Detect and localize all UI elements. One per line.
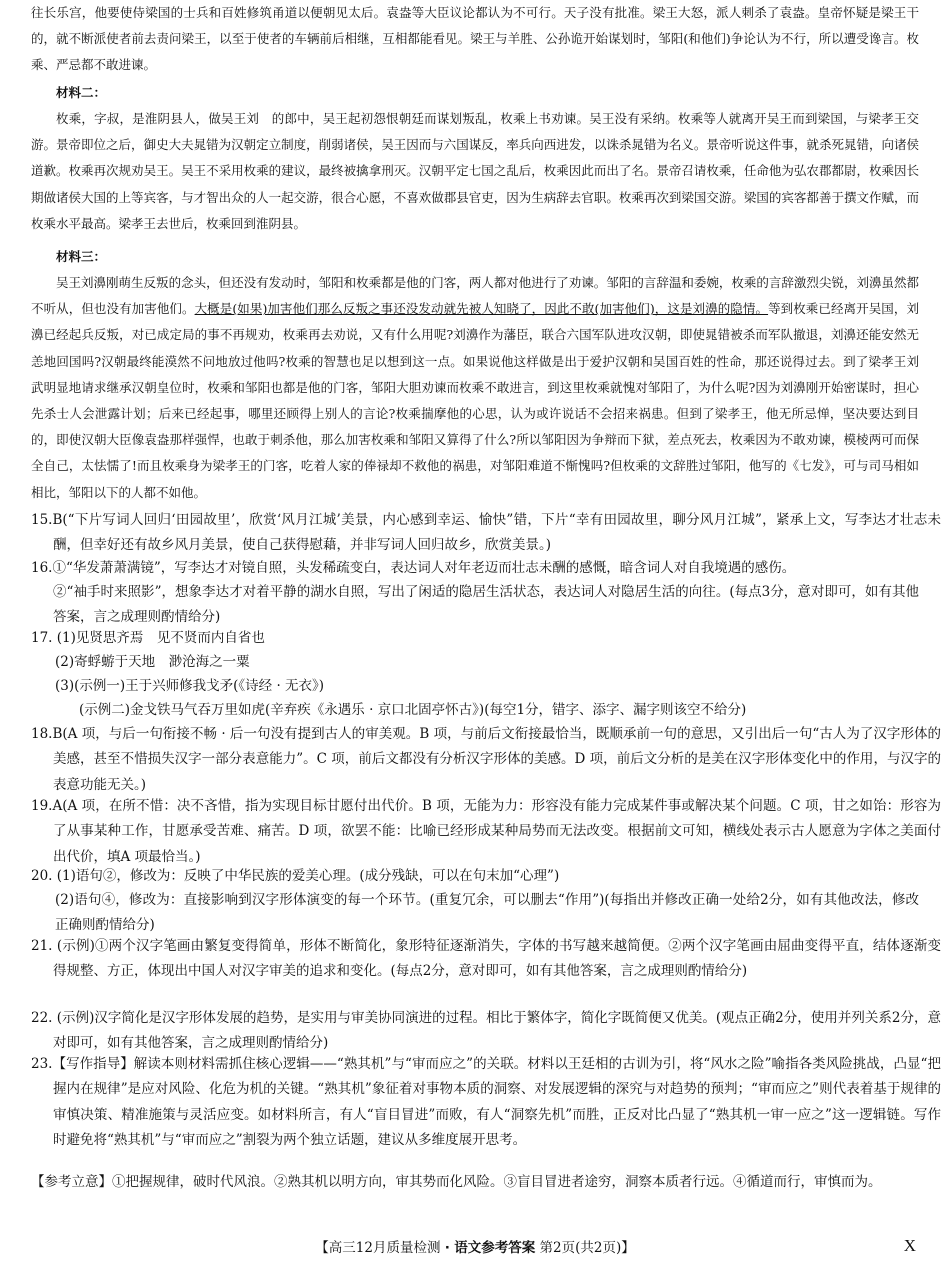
material-3-body — [31, 270, 919, 506]
answer-16-point-2: ②“袖手时来照影”，想象李达才对着平静的湖水自照，写出了闲适的隐居生活状态，表达词人对隐居生活的向往。(每点3分，意对即可，如有其他答案，言之成理则酌情给分) — [53, 584, 919, 626]
top-line-3: 始谋划时，邹阳(和他们)争论认为不行，所以遭受谗言。枚乘、严忌都不敢进谏。 — [31, 31, 919, 73]
answer-23-reference-themes: 【参考立意】①把握规律，破时代风浪。②熟其机以明方向，审其势而化风险。③盲目冒进者途穷，洞察本质者行远。④循道而行，审慎而为。 — [31, 1174, 882, 1190]
answer-22: 22. (示例)汉字简化是汉字形体发展的趋势，是实用与审美协同演进的过程。相比于繁体字，简化字既简便又优美。(观点正确2分，使用并列关系2分，意对即可，如有其他答案，言之成理则酌情给分) — [31, 1010, 941, 1052]
material-2-body: 枚乘，字叔，是淮阴县人，做吴王刘 的郎中，吴王起初怨恨朝廷而谋划叛乱，枚乘上书劝谏。吴王没有采纳。枚乘等人就离开吴王而到梁国，与梁孝王交游。景帝即位之后，御史大夫晁错为汉朝定立制度，削弱诸侯，吴王因而与六国谋反，率兵向西进发，以诛杀晁错为名义。景帝听说这件事，就杀死晁错，向诸侯道歉。枚乘再次规劝吴王。吴王不采用枚乘的建议，最终被擒拿刑灭。汉朝平定七国之乱后，枚乘因此而出了名。景帝召请枚乘，任命他为弘农郡都尉，枚乘因长期做诸侯大国的上等宾客，与才智出众的人一起交游，很合心愿，不喜欢做郡县官吏，因为生病辞去官职。枚乘再次到梁国交游。梁国的宾客都善于撰文作赋，而枚乘水平最高。梁孝王去世后，枚乘回到淮阴县。 — [31, 111, 919, 231]
answer-23-writing-guide: 23.【写作指导】解读本则材料需抓住核心逻辑——“熟其机”与“审而应之”的关联。材料以王廷相的古训为引，将“风水之险”喻指各类风险挑战，凸显“把握内在规律”是应对风险、化危为机的关键。“熟其机”象征着对事物本质的洞察、对发展逻辑的深究与对趋势的预判；“审而应之”则代表着基于规律的审慎决策、精准施策与灵活应变。如材料所言，有人“盲目冒进”而败，有人“洞察先机”而胜，正反对比凸显了“熟其机一审一应之”这一逻辑链。写作时避免将“熟其机”与“审而应之”割裂为两个独立话题，建议从多维度展开思考。 — [31, 1056, 941, 1149]
answer-17-line-3: (3)(示例一)王于兴师修我戈矛(《诗经 · 无衣》) — [55, 678, 325, 694]
material-3-text-a: 吴王刘濞刚萌生反叛的念头，但还没有发动时，邹阳和枚乘都是他的门客，两人都对他进行了劝谏。邹阳的言辞温和委婉，枚乘的言辞激烈尖锐，刘濞虽然都不听从，但也没有加害他们。 — [31, 275, 919, 317]
answer-19: 19.A(A 项，在所不惜：决不吝惜，指为实现目标甘愿付出代价。B 项，无能为力：形容没有能力完成某件事或解决某个问题。C 项，甘之如饴：形容为了从事某种工作，甘愿承受苦难、痛苦。D 项，欲罢不能：比喻已经形成某种局势而无法改变。根据前文可知，横线处表示古人愿意为字体之美面付出代价，填A 项最恰当。) — [31, 798, 941, 865]
material-3-heading-row — [31, 244, 919, 270]
material-3-underlined-sentence: 大概是(如果)加害他们那么反叛之事还没发动就先被人知晓了，因此不敢(加害他们)，这是刘濞的隐情。 — [194, 301, 769, 317]
answer-21: 21. (示例)①两个汉字笔画由繁复变得简单，形体不断简化，象形特征逐渐消失，字体的书写越来越简便。②两个汉字笔画由屈曲变得平直，结体逐渐变得规整、方正，体现出中国人对汉字审美的追求和变化。(每点2分，意对即可，如有其他答案，言之成理则酌情给分) — [31, 938, 941, 980]
answer-15: 15.B(“下片写词人回归‘田园故里’，欣赏‘风月江城’美景，内心感到幸运、愉快”错，下片“幸有田园故里，聊分风月江城”，紧承上文，写李达才壮志未酬，但幸好还有故乡风月美景，使自己获得慰藉，并非写词人回归故乡，欣赏美景。) — [31, 512, 941, 554]
top-paragraph — [31, 0, 919, 79]
answer-16-point-1: 16.①“华发萧萧满镜”，写李达才对镜自照，头发稀疏变白，表达词人对年老迈而壮志未酬的感慨，暗含词人对自我境遇的感伤。 — [31, 560, 796, 576]
material-3-text-b: 等到枚乘已经离开吴国，刘濞已经起兵反叛，对已成定局的事不再规劝，枚乘再去劝说，又有什么用呢?刘濞作为藩臣，联合六国军队进攻汉朝，即使晁错被杀而军队撤退，刘濞还能安然无恙地回国吗?汉朝最终能漠然不问地放过他吗?枚乘的智慧也足以想到这一点。如果说他这样做是出于爱护汉朝和吴国百姓的性命，那还说得过去。到了梁孝王刘武明显地请求继承汉朝皇位时，枚乘和邹阳也都是他的门客，邹阳大胆劝谏而枚乘不敢进言，到这里枚乘就愧对邹阳了，为什么呢?因为刘濞刚开始密谋时，担心先杀士人会泄露计划；后来已经起事，哪里还顾得上别人的言论?枚乘揣摩他的心思，认为或许说话不会招来祸患。但到了梁孝王，他无所忌惮，坚决要达到目的，即使汉朝大臣像袁盎那样强悍，也敢于刺杀他，那么加害枚乘和邹阳又算得了什么?所以邹阳因为争辩而下狱，差点死去，枚乘因为不敢劝谏，模棱两可而保全自己，太怯懦了!而且枚乘身为梁孝王的门客，吃着人家的俸禄却不救他的祸患，对邹阳难道不惭愧吗?但枚乘的文辞胜过邹阳，他写的《七发》，可与司马相如相比，邹阳以下的人都不如他。 — [31, 301, 919, 500]
material-2-heading: 材料二： — [56, 85, 107, 100]
material-2-heading-row — [31, 80, 919, 106]
material-3-heading: 材料三： — [56, 249, 107, 264]
footer-dot: · — [444, 1240, 450, 1256]
answer-20-part-1: 20. (1)语句②，修改为：反映了中华民族的爱美心理。(成分残缺，可以在句末加“心理”) — [31, 868, 560, 884]
footer-subject: 语文参考答案 — [454, 1240, 536, 1256]
answer-20-part-2: (2)语句④，修改为：直接影响到汉字形体演变的每一个环节。(重复冗余，可以删去“作用”)(每指出并修改正确一处给2分，如有其他改法，修改正确则酌情给分) — [55, 892, 919, 934]
top-line-1: 往长乐宫，他要使侍梁国的士兵和百姓修筑甬道以便朝见太后。袁盎等大臣议论都认为不可行。天子没有批准。梁王大怒，派人刺 — [31, 5, 755, 20]
answer-17-line-2: (2)寄蜉蝣于天地 渺沧海之一粟 — [55, 654, 250, 670]
answer-18: 18.B(A 项，与后一句衔接不畅 · 后一句没有提到古人的审美观。B 项，与前后文衔接最恰当，既顺承前一句的意思，又引出后一句“古人为了汉字形体的美感，甚至不惜损失汉字一部分表意能力”。C 项，前后文都没有分析汉字形体的美感。D 项，前后文分析的是美在汉字形体变化中的作用，与汉字的表意功能无关。) — [31, 726, 941, 793]
corner-mark: X — [903, 1236, 916, 1255]
answer-17-line-4: (示例二)金戈铁马气吞万里如虎(辛弃疾《永遇乐 · 京口北固亭怀古》)(每空1分，错字、添字、漏字则该空不给分) — [79, 702, 747, 718]
page-footer — [0, 1237, 950, 1259]
answer-17-line-1: 17. (1)见贤思齐焉 见不贤而内自省也 — [31, 630, 265, 646]
footer-exam-title: 【高三12月质量检测 — [315, 1240, 441, 1256]
top-line-2: 杀了袁盎。皇帝怀疑是梁王干的，就不断派使者前去责问梁王，以至于使者的车辆前后相继，互相都能看见。梁王与羊胜、公孙诡开 — [31, 5, 919, 47]
footer-page-number: 第2页(共2页)】 — [539, 1240, 635, 1256]
